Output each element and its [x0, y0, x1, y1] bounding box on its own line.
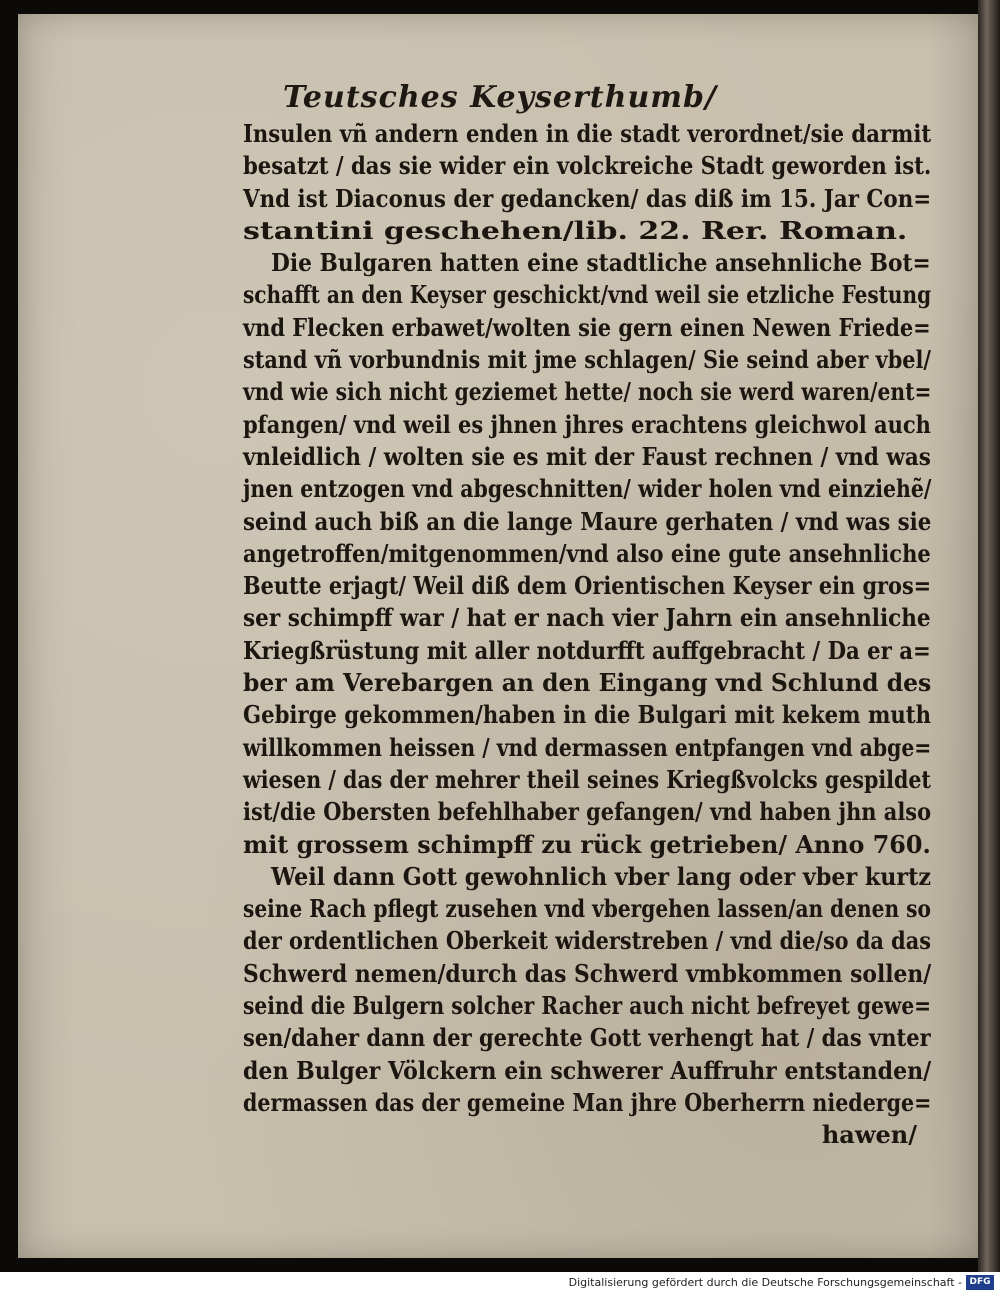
text-line: den Bulger Völckern ein schwerer Auffruhr entstanden/ — [243, 1055, 932, 1085]
text-line: Schwerd nemen/durch das Schwerd vmbkommen sollen/ — [243, 958, 932, 988]
text-line: stantini geschehen/lib. 22. Rer. Roman. — [243, 215, 908, 245]
text-line: mit grossem schimpff zu rück getrieben/ Anno 760. — [243, 829, 931, 859]
text-line: seind auch biß an die lange Maure gerhaten / vnd was sie — [243, 506, 932, 536]
text-line: willkommen heissen / vnd dermassen entpfangen vnd abge= — [243, 732, 932, 762]
text-line: Die Bulgaren hatten eine stadtliche ansehnliche Bot= — [271, 248, 931, 278]
text-line: Gebirge gekommen/haben in die Bulgari mit kekem muth — [243, 700, 931, 730]
text-line: Kriegßrüstung mit aller notdurfft auffgebracht / Da er a= — [243, 635, 931, 665]
text-line: seine Rach pflegt zusehen vnd vbergehen lassen/an denen so — [243, 894, 931, 924]
text-line: besatzt / das sie wider ein volckreiche Stadt geworden ist. — [243, 151, 932, 181]
catchword: hawen/ — [821, 1120, 917, 1150]
footer-bar — [0, 1272, 1000, 1295]
text-line: wiesen / das der mehrer theil seines Kriegßvolcks gespildet — [243, 764, 931, 794]
book-binding-edge — [978, 0, 1000, 1272]
text-line: Insulen vñ andern enden in die stadt verordnet/sie darmit — [243, 119, 932, 148]
text-line: angetroffen/mitgenommen/vnd also eine gute ansehnliche — [243, 538, 931, 568]
text-line: vnd wie sich nicht geziemet hette/ noch sie werd waren/ent= — [243, 377, 932, 407]
text-line: ber am Verebargen an den Eingang vnd Schlund des — [243, 668, 932, 698]
text-line: pfangen/ vnd weil es jhnen jhres erachtens gleichwol auch — [243, 409, 931, 439]
text-line: schafft an den Keyser geschickt/vnd weil sie etzliche Festung — [243, 280, 932, 310]
dfg-logo-icon: DFG — [966, 1275, 994, 1290]
text-line: ser schimpff war / hat er nach vier Jahrn ein ansehnliche — [243, 603, 931, 633]
text-line: vnleidlich / wolten sie es mit der Faust rechnen / vnd was — [243, 441, 931, 471]
text-line: dermassen das der gemeine Man jhre Oberherrn niederge= — [243, 1087, 932, 1117]
text-line: sen/daher dann der gerechte Gott verhengt hat / das vnter — [243, 1023, 931, 1053]
funding-credit: Digitalisierung gefördert durch die Deutsche Forschungsgemeinschaft - — [568, 1276, 962, 1289]
page-running-head: Teutsches Keyserthumb/ — [283, 80, 717, 115]
text-line: jnen entzogen vnd abgeschnitten/ wider holen vnd einziehẽ/ — [243, 474, 932, 504]
text-line: ist/die Obersten befehlhaber gefangen/ vnd haben jhn also — [243, 797, 932, 827]
text-line: der ordentlichen Oberkeit widerstreben / vnd die/so da das — [243, 926, 931, 956]
text-line: Vnd ist Diaconus der gedancken/ das diß im 15. Jar Con= — [243, 183, 932, 213]
text-line: stand vñ vorbundnis mit jme schlagen/ Sie seind aber vbel/ — [243, 345, 932, 375]
text-line: Beutte erjagt/ Weil diß dem Orientischen Keyser ein gros= — [243, 571, 932, 601]
page-body-text — [243, 118, 931, 1152]
text-line: Weil dann Gott gewohnlich vber lang oder vber kurtz — [271, 861, 931, 891]
text-line: vnd Flecken erbawet/wolten sie gern einen Newen Friede= — [243, 312, 931, 342]
text-line: seind die Bulgern solcher Racher auch nicht befreyet gewe= — [243, 991, 932, 1021]
